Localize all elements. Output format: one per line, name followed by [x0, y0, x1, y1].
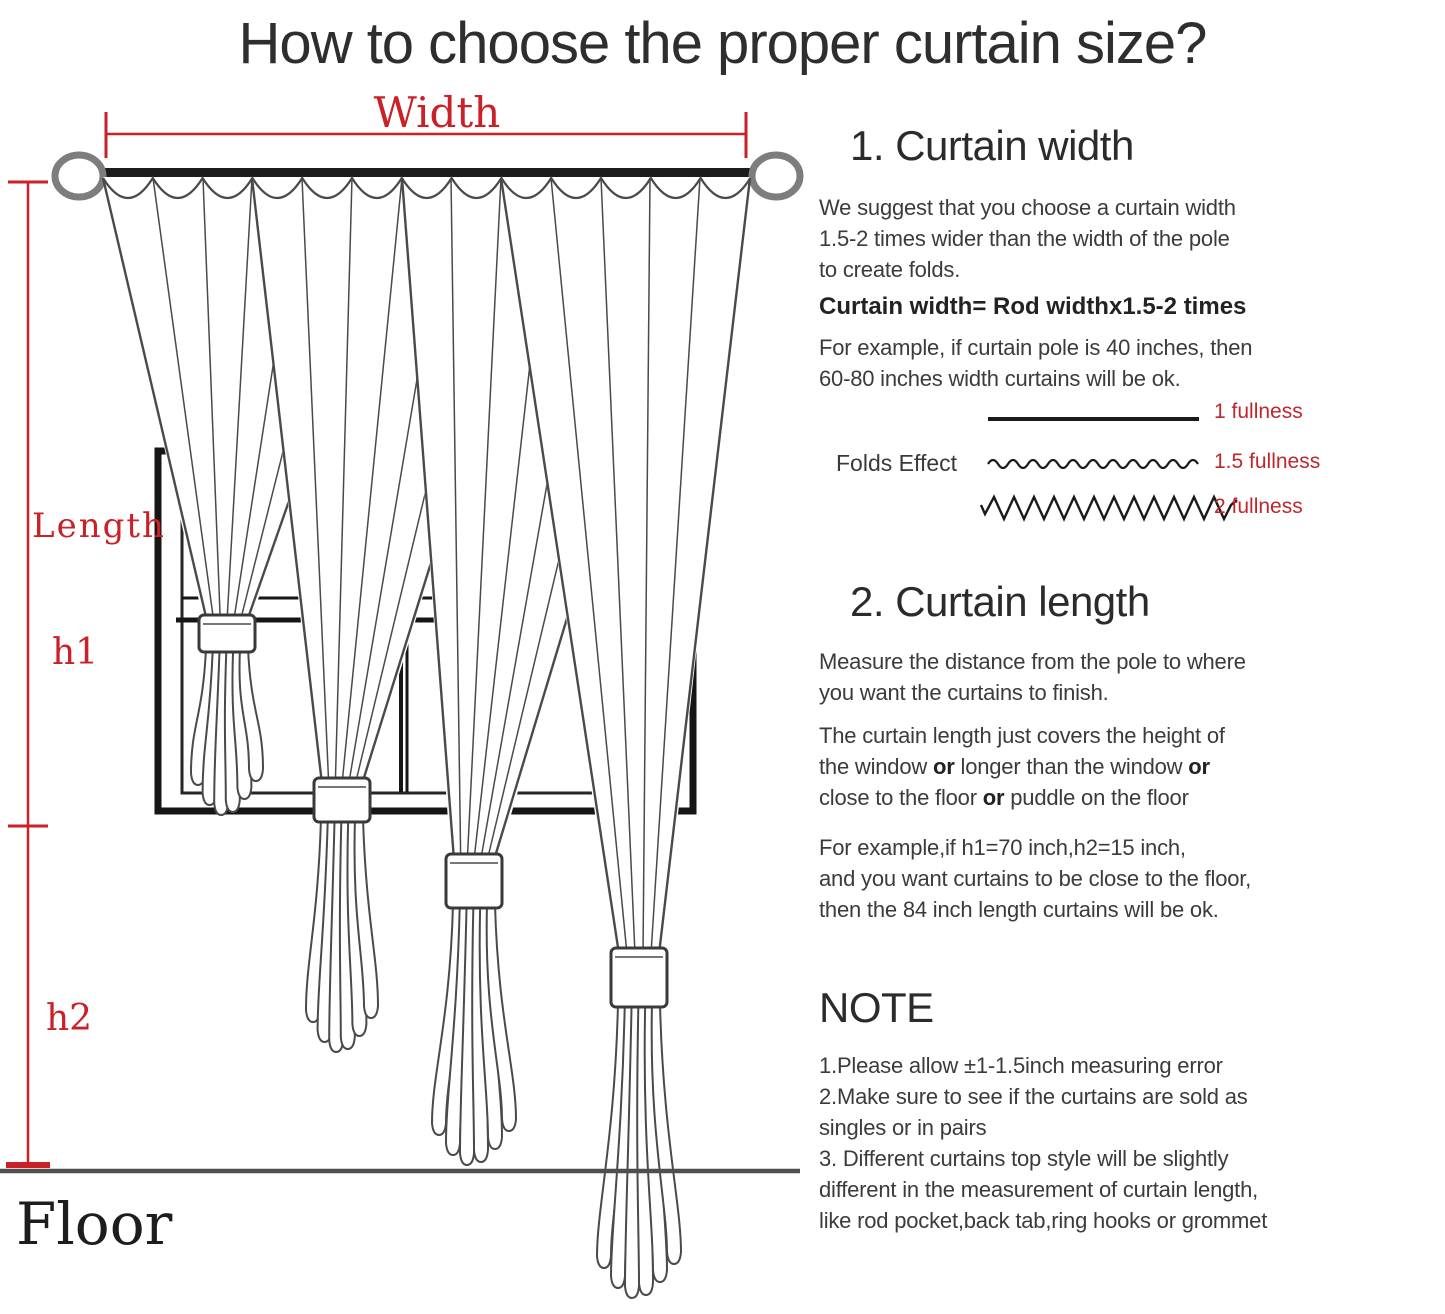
length-paragraph-3	[819, 832, 1251, 925]
text-line: We suggest that you choose a curtain width	[819, 195, 1236, 220]
note-item: 2.Make sure to see if the curtains are sold as	[819, 1084, 1248, 1109]
note-item: 1.Please allow ±1-1.5inch measuring error	[819, 1053, 1223, 1078]
fullness-2-label: 2 fullness	[1214, 495, 1303, 518]
or-emphasis: or	[1188, 754, 1210, 779]
length-paragraph-2	[819, 720, 1225, 813]
h2-label: h2	[46, 998, 93, 1039]
floor-label: Floor	[16, 1190, 173, 1258]
width-paragraph-1	[819, 192, 1236, 285]
text-line: For example, if curtain pole is 40 inches, then	[819, 335, 1253, 360]
width-formula: Curtain width= Rod widthx1.5-2 times	[819, 293, 1247, 320]
folds-effect-label: Folds Effect	[836, 450, 958, 476]
text-line: 60-80 inches width curtains will be ok.	[819, 366, 1181, 391]
rod-ring-left	[55, 155, 103, 197]
section-length-heading: 2. Curtain length	[850, 578, 1150, 625]
fullness-2-zigzag	[979, 492, 1241, 524]
curtain-panels	[103, 177, 750, 1298]
width-label: Width	[373, 88, 501, 137]
or-emphasis: or	[982, 785, 1005, 810]
h1-label: h1	[52, 632, 99, 673]
text-line: For example,if h1=70 inch,h2=15 inch,	[819, 835, 1186, 860]
note-item: singles or in pairs	[819, 1115, 987, 1140]
curtain-rod	[100, 168, 752, 177]
text-line: then the 84 inch length curtains will be ok.	[819, 897, 1219, 922]
text-line: 1.5-2 times wider than the width of the pole	[819, 226, 1230, 251]
length-measure-line	[6, 182, 50, 1168]
section-width-heading: 1. Curtain width	[850, 122, 1134, 169]
fullness-1-label: 1 fullness	[1214, 400, 1303, 423]
fullness-1-5-wave	[986, 450, 1201, 476]
text-line: close to the floor or puddle on the floor	[819, 785, 1189, 810]
length-paragraph-1	[819, 646, 1246, 708]
fullness-1-line	[986, 409, 1201, 429]
text-line: the window or longer than the window or	[819, 754, 1210, 779]
note-item: like rod pocket,back tab,ring hooks or grommet	[819, 1208, 1268, 1233]
text-line: and you want curtains to be close to the floor,	[819, 866, 1252, 891]
or-emphasis: or	[932, 754, 955, 779]
text-line: to create folds.	[819, 257, 961, 282]
note-heading: NOTE	[819, 984, 934, 1031]
note-item: different in the measurement of curtain length,	[819, 1177, 1259, 1202]
fullness-1-5-label: 1.5 fullness	[1214, 450, 1321, 473]
text-line: you want the curtains to finish.	[819, 680, 1109, 705]
rod-ring-right	[752, 155, 800, 197]
width-paragraph-2	[819, 332, 1252, 394]
page-title: How to choose the proper curtain size?	[238, 11, 1207, 76]
note-item: 3. Different curtains top style will be slightly	[819, 1146, 1229, 1171]
note-list	[819, 1050, 1267, 1236]
text-line: The curtain length just covers the height of	[819, 723, 1225, 748]
length-label: Length	[32, 506, 166, 546]
text-line: Measure the distance from the pole to where	[819, 649, 1246, 674]
